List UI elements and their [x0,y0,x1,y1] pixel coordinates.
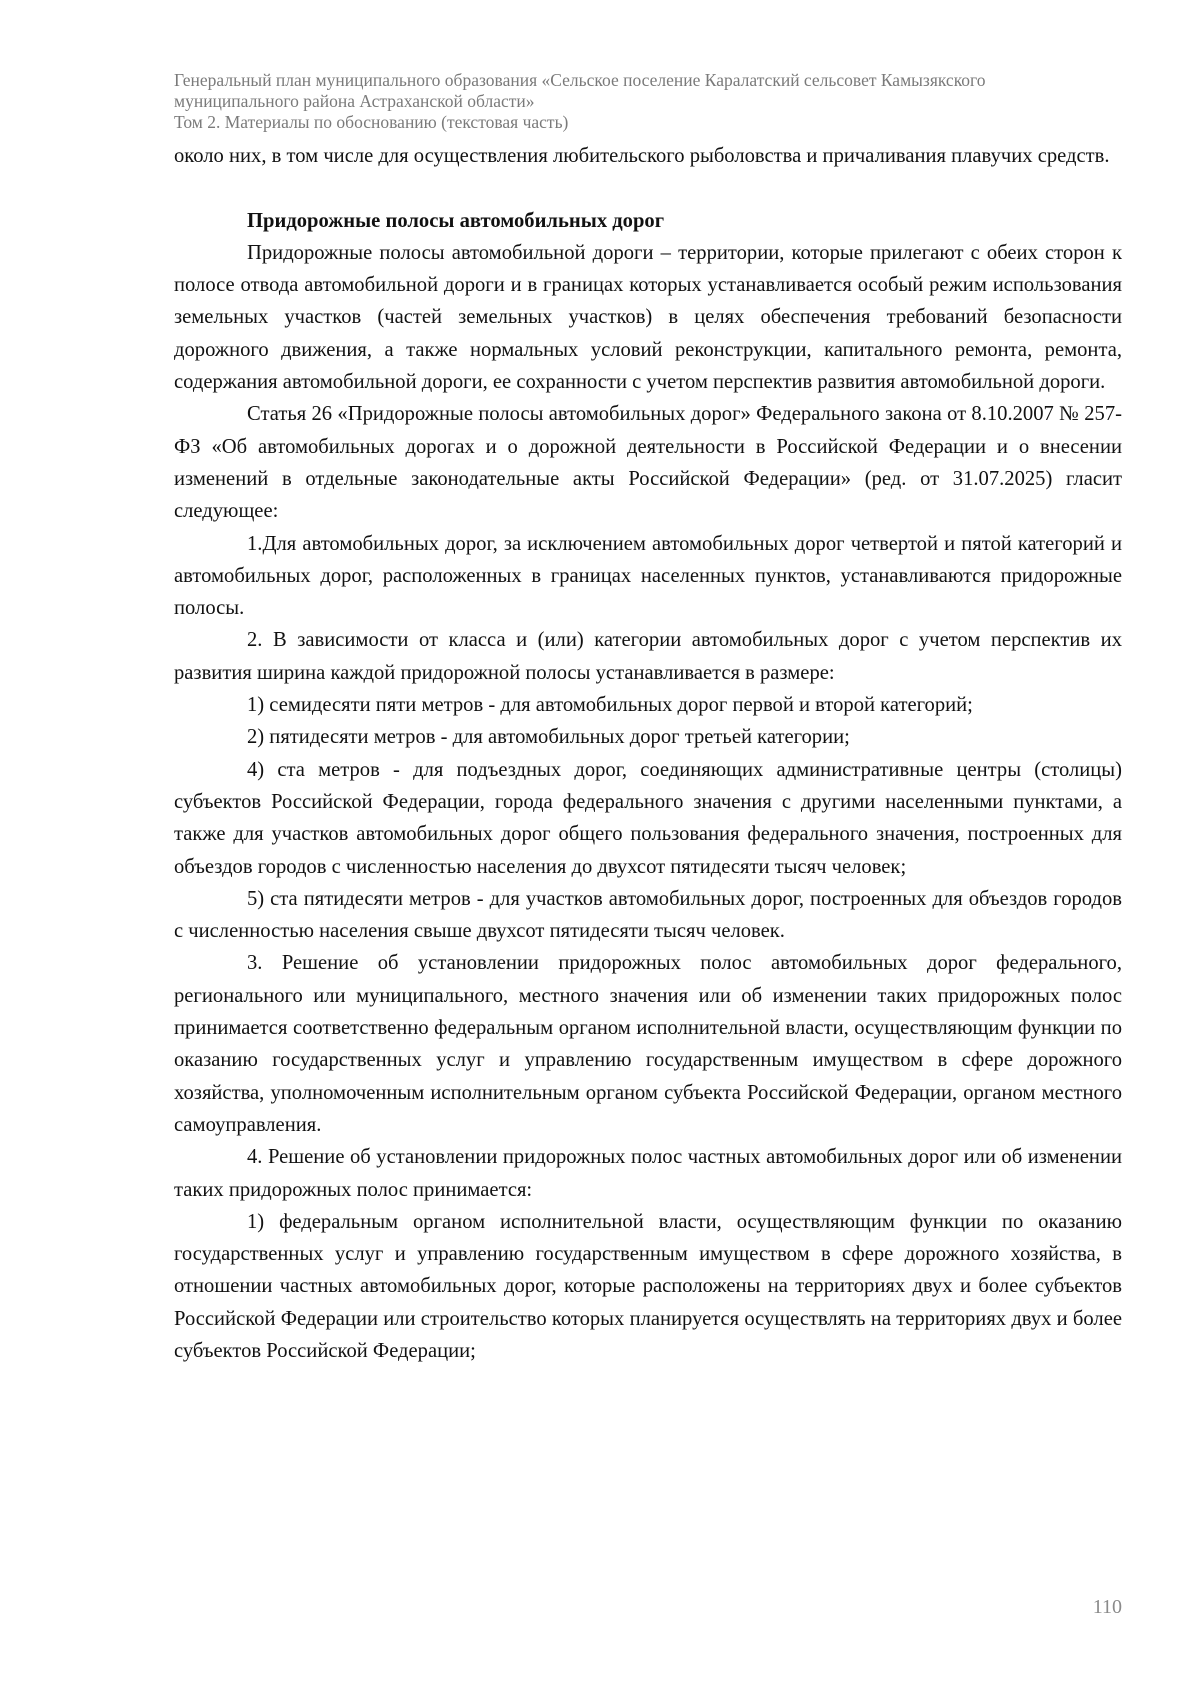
paragraph-item-4-1: 1) федеральным органом исполнительной власти, осуществляющим функции по оказанию государственных услуг и управлению государственным имуществом в сфере дорожного хозяйства, в отношении частных автомобильных дорог, которые расположены на территориях двух и более субъектов Российской Федерации или строительство которых планируется осуществлять на территориях двух и более субъектов Российской Федерации; [174,1210,1122,1362]
paragraph-article: Статья 26 «Придорожные полосы автомобильных дорог» Федерального закона от 8.10.2007 № 257-ФЗ «Об автомобильных дорогах и о дорожной деятельности в Российской Федерации и о внесении изменений в отдельные законодательные акты Российской Федерации» (ред. от 31.07.2025) гласит следующее: [174,403,1122,523]
page-number: 110 [1092,1596,1122,1618]
paragraph-item-2-5: 5) ста пятидесяти метров - для участков автомобильных дорог, построенных для объездов городов с численностью населения свыше двухсот пятидесяти тысяч человек. [174,887,1122,943]
paragraph-item-1: 1.Для автомобильных дорог, за исключением автомобильных дорог четвертой и пятой категорий и автомобильных дорог, расположенных в границах населенных пунктов, устанавливаются придорожные полосы. [174,532,1122,620]
paragraph-item-3: 3. Решение об установлении придорожных полос автомобильных дорог федерального, регионального или муниципального, местного значения или об изменении таких придорожных полос принимается соответственно федеральным органом исполнительной власти, осуществляющим функции по оказанию государственных услуг и управлению государственным имуществом в сфере дорожного хозяйства, уполномоченным исполнительным органом субъекта Российской Федерации, органом местного самоуправления. [174,952,1122,1136]
paragraph-definition: Придорожные полосы автомобильной дороги – территории, которые прилегают с обеих сторон к полосе отвода автомобильной дороги и в границах которых устанавливается особый режим использования земельных участков (частей земельных участков) в целях обеспечения требований безопасности дорожного движения, а также нормальных условий реконструкции, капитального ремонта, ремонта, содержания автомобильной дороги, ее сохранности с учетом перспектив развития автомобильной дороги. [174,241,1122,394]
paragraph-item-2: 2. В зависимости от класса и (или) категории автомобильных дорог с учетом перспектив их развития ширина каждой придорожной полосы устанавливается в размере: [174,629,1122,684]
paragraph-spacer [174,172,1122,204]
page-header [174,70,1134,133]
paragraph-continued: около них, в том числе для осуществления любительского рыболовства и причаливания плавучих средств. [174,145,1110,167]
document-body [174,140,1122,1367]
header-line-1: Генеральный план муниципального образования «Сельское поселение Каралатский сельсовет Камызякского [174,70,986,90]
paragraph-item-4: 4. Решение об установлении придорожных полос частных автомобильных дорог или об изменении таких придорожных полос принимается: [174,1146,1122,1201]
section-heading: Придорожные полосы автомобильных дорог [247,209,665,232]
header-line-3: Том 2. Материалы по обоснованию (текстовая часть) [174,112,569,132]
paragraph-item-2-2: 2) пятидесяти метров - для автомобильных дорог третьей категории; [247,726,850,749]
paragraph-item-2-1: 1) семидесяти пяти метров - для автомобильных дорог первой и второй категорий; [247,694,973,717]
paragraph-item-2-4: 4) ста метров - для подъездных дорог, соединяющих административные центры (столицы) субъектов Российской Федерации, города федерального значения с другими населенными пунктами, а также для участков автомобильных дорог общего пользования федерального значения, построенных для объездов городов с численностью населения до двухсот пятидесяти тысяч человек; [174,758,1122,878]
header-line-2: муниципального района Астраханской области» [174,91,535,111]
